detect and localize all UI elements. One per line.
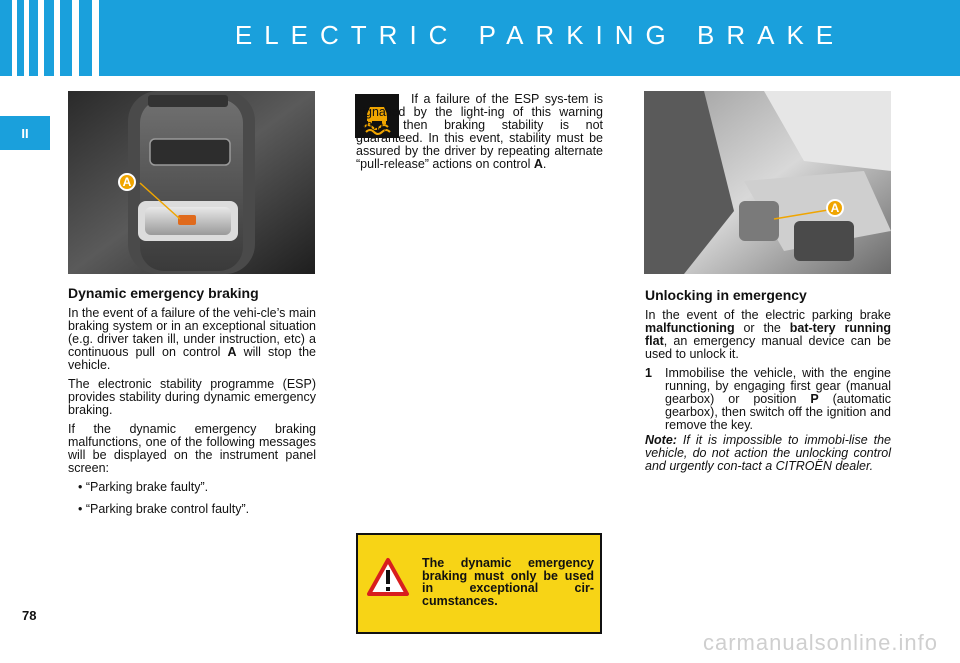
step-number: 1 [645,366,652,380]
paragraph [356,93,603,171]
control-label: A [227,345,237,359]
right-column [645,289,891,479]
warning-triangle-icon [366,557,410,597]
page-number: 78 [22,608,37,623]
bold-term: bat-tery running flat [645,321,891,348]
note [645,434,891,473]
bold-term: malfunctioning [645,321,735,335]
watermark: carmanualsonline.info [702,630,938,655]
paragraph: If the dynamic emergency braking malfunctions, one of the following messages will be displayed on the instrument panel screen: [68,422,316,475]
parking-brake-control-photo [68,91,315,274]
emergency-unlock-photo [644,91,891,274]
page-title: ELECTRIC PARKING BRAKE [234,20,846,50]
callout-a-right: A [826,199,844,217]
paragraph-text: , an emergency manual device can be used to unlock it. [645,334,891,361]
header-bar [0,0,960,76]
left-column [68,287,316,525]
header-stripe [54,0,60,76]
warning-box [356,533,602,634]
header-stripe [38,0,44,76]
seat-console-illustration [644,91,891,274]
note-text: If it is impossible to immobi-lise the vehicle, do not action the unlocking control and urgently con-tact a CITROËN dealer. [645,433,891,473]
paragraph [68,307,316,372]
paragraph-text: . [542,157,547,171]
step-text [665,367,891,432]
callout-a-left: A [118,173,136,191]
step-text-part: (automatic gearbox), then switch off the ignition and remove the key. [665,392,891,432]
middle-column [356,93,603,177]
step-item [645,367,891,432]
gear-position-label: P [810,392,819,406]
header-stripe [24,0,29,76]
header-stripe [72,0,79,76]
paragraph-text: In the event of a failure of the vehi-cle’s main braking system or in an exceptional situation (e.g. driver taken ill, under instruction, etc) a continuous pull on control [68,306,316,359]
step-text-part: Immobilise the vehicle, with the engine running, by engaging first gear (manual gearbox) or position [665,366,891,406]
paragraph-text: or the [734,321,790,335]
control-label: A [533,157,543,171]
header-stripe [12,0,17,76]
paragraph-text: In the event of the electric parking brake [645,308,891,322]
header-stripe [92,0,99,76]
paragraph [645,309,891,361]
section-heading: Dynamic emergency braking [68,285,259,301]
paragraph: The electronic stability programme (ESP) provides stability during dynamic emergency braking. [68,377,316,417]
list-item: • “Parking brake faulty”. [78,480,209,494]
console-illustration [68,91,315,274]
paragraph-text: will stop the vehicle. [68,345,317,372]
chapter-tab: II [0,116,50,150]
list-item: • “Parking brake control faulty”. [78,502,250,516]
note-label: Note: [645,433,677,447]
section-heading: Unlocking in emergency [645,287,807,303]
paragraph-text: If a failure of the ESP sys-tem is signalled by the light-ing of this warning lamp, then braking stability is not guaranteed. In this event, stability must be assured by the driver by repeating alternate “pull-release” actions on control [356,92,603,171]
warning-text: The dynamic emergency braking must only be used in exceptional cir-cumstances. [422,556,594,608]
